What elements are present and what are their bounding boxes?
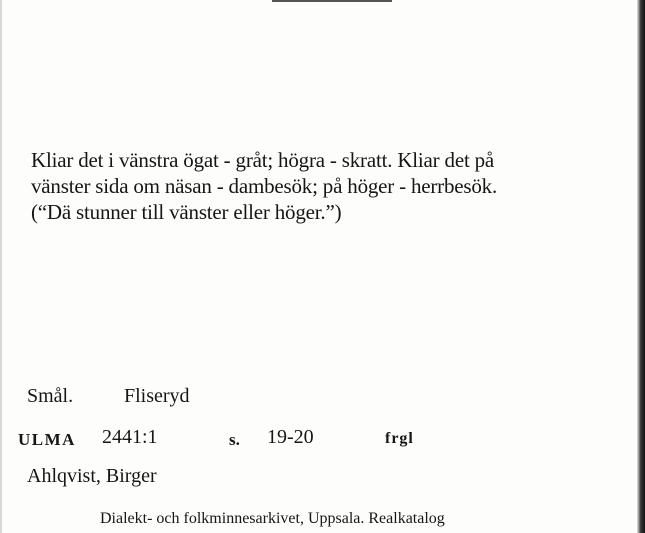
archive-number: 2441:1 [102, 426, 158, 448]
body-line: Kliar det i vänstra ögat - gråt; högra - skratt. Kliar det på [31, 148, 495, 172]
archive-label: ULMA [18, 430, 76, 449]
page-label: s. [229, 430, 240, 449]
body-line: vänster sida om näsan - dambesök; på höger - herrbesök. [31, 174, 498, 198]
card-right-edge [637, 0, 645, 533]
page-range: 19-20 [267, 426, 314, 448]
card-top-mark [272, 0, 392, 2]
card-left-edge [0, 0, 2, 533]
category-code: frgl [385, 430, 414, 447]
card-body-text [31, 147, 621, 225]
recorder-name: Ahlqvist, Birger [27, 465, 157, 487]
region-label: Smål. [27, 385, 74, 407]
body-line: (“Dä stunner till vänster eller höger.”) [31, 200, 342, 224]
archive-footer: Dialekt- och folkminnesarkivet, Uppsala. Realkatalog [100, 510, 445, 527]
parish-label: Fliseryd [124, 385, 190, 407]
